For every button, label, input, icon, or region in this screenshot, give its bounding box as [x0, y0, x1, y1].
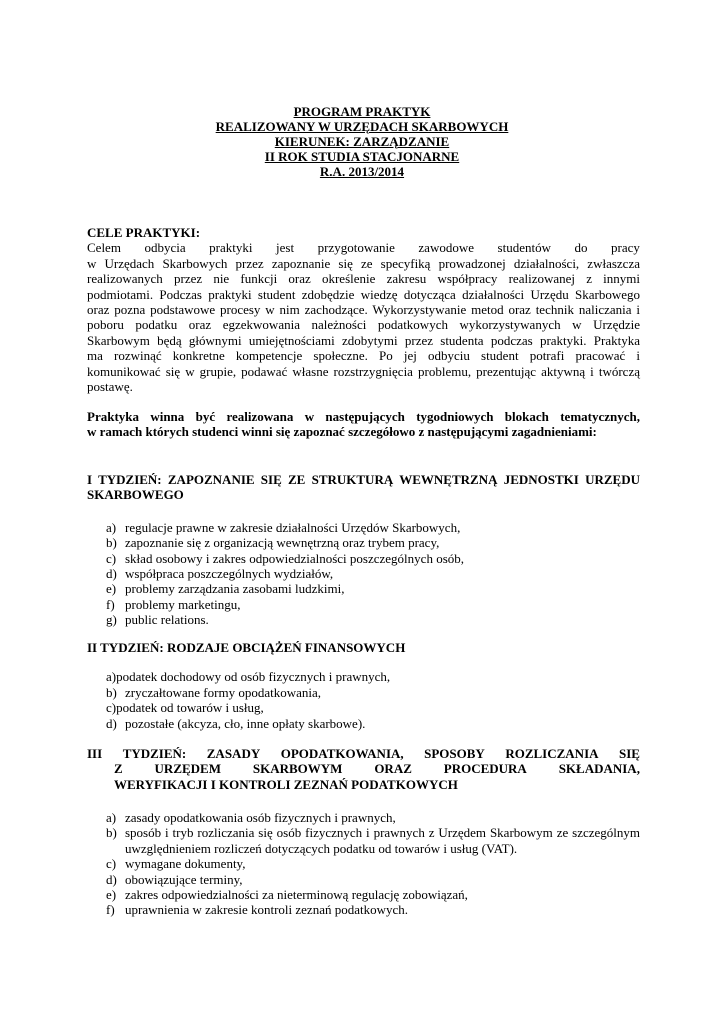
- list-label: e): [106, 581, 117, 597]
- list-label: d): [106, 715, 117, 731]
- list-text: podatek od towarów i usług,: [116, 700, 264, 716]
- list-item: [87, 566, 640, 581]
- week3-title: [87, 746, 640, 792]
- intro-line-2: w ramach których studenci winni się zapoznać szczegółowo z następującymi zagadnieniami:: [87, 424, 597, 440]
- list-text: zapoznanie się z organizacją wewnętrzną oraz trybem pracy,: [125, 535, 440, 551]
- list-text: sposób i tryb rozliczania się osób fizycznych i prawnych z Urzędem Skarbowym ze szczególnym uwzględnieniem rozliczeń dotyczących podatku od towarów i usług (VAT).: [125, 825, 640, 856]
- list-label: g): [106, 612, 117, 628]
- cele-line-1: [87, 240, 640, 255]
- title-word: OPODATKOWANIA,: [280, 746, 404, 761]
- list-label: c): [106, 550, 117, 566]
- cele-line-4: podmiotami. Podczas praktyki student zdobędzie wiedzę dotycząca działalności Urzędu Skarbowego: [87, 286, 640, 302]
- cele-word: pracy: [611, 240, 640, 256]
- list-label: e): [106, 887, 117, 903]
- intro-line-1: Praktyka winna być realizowana w następujących tygodniowych blokach tematycznych,: [87, 409, 640, 424]
- week3-title-row-2: [87, 761, 640, 776]
- title-word: SIĘ: [619, 746, 640, 761]
- list-item: [87, 716, 640, 731]
- title-word: Z: [114, 761, 123, 777]
- list-item: [87, 581, 640, 596]
- week3-section: [87, 810, 640, 918]
- cele-line-7: Skarbowym będą głównymi umiejętnościami zdobytymi przez studenta podczas praktyki. Praktyka: [87, 332, 640, 348]
- list-item: [87, 902, 640, 917]
- list-label: b): [106, 535, 117, 551]
- list-item: [87, 700, 640, 715]
- cele-line-6: poboru podatku oraz egzekwowania należności podatkowych wykorzystywanych w Urzędzie: [87, 317, 640, 333]
- list-item: [87, 856, 640, 871]
- title-word: III: [87, 746, 103, 761]
- week1-title-line-1: I TYDZIEŃ: ZAPOZNANIE SIĘ ZE STRUKTURĄ WEWNĘTRZNĄ JEDNOSTKI URZĘDU: [87, 472, 640, 487]
- cele-line-2: w Urzędach Skarbowych przez zapoznanie się ze specyfiką prowadzonej działalności, zwłaszcza: [87, 255, 640, 271]
- list-item: [87, 825, 640, 856]
- list-text: pozostałe (akcyza, cło, inne opłaty skarbowe).: [125, 715, 366, 731]
- list-text: skład osobowy i zakres odpowiedzialności poszczególnych osób,: [125, 550, 465, 566]
- list-label: f): [106, 902, 115, 918]
- header-line-2: REALIZOWANY W URZĘDACH SKARBOWYCH: [215, 119, 509, 134]
- cele-word: praktyki: [209, 240, 253, 256]
- list-label: c): [106, 700, 117, 716]
- list-item: [87, 810, 640, 825]
- cele-line-9: komunikować się w grupie, podawać własne rozstrzygnięcia problemu, prezentując aktywną i twórczą: [87, 363, 640, 379]
- list-label: d): [106, 871, 117, 887]
- cele-line-3: realizowanych przez nie funkcji oraz określenie zakresu współpracy realizowanej z innymi: [87, 271, 640, 287]
- cele-word: odbycia: [144, 240, 186, 256]
- list-label: a): [106, 669, 117, 685]
- list-item: [87, 535, 640, 550]
- week2-section: [87, 640, 640, 731]
- list-text: współpraca poszczególnych wydziałów,: [125, 566, 334, 582]
- list-text: podatek dochodowy od osób fizycznych i prawnych,: [116, 669, 391, 685]
- list-item: [87, 669, 640, 684]
- list-text: regulacje prawne w zakresie działalności Urzędów Skarbowych,: [125, 519, 461, 535]
- cele-word: do: [574, 240, 588, 256]
- list-item: [87, 520, 640, 535]
- week3-list: [87, 810, 640, 918]
- list-label: b): [106, 825, 117, 841]
- intro-paragraph: [87, 409, 640, 440]
- cele-line-8: ma rozwinąć konkretne kompetencje społeczne. Po jej odbyciu student potrafi pracować i: [87, 348, 640, 364]
- title-word: SKŁADANIA,: [558, 761, 640, 777]
- list-item: [87, 887, 640, 902]
- week2-title: II TYDZIEŃ: RODZAJE OBCIĄŻEŃ FINANSOWYCH: [87, 640, 406, 655]
- list-label: f): [106, 596, 115, 612]
- list-text: public relations.: [125, 612, 209, 628]
- week1-section: [87, 472, 640, 628]
- list-label: a): [106, 519, 117, 535]
- week2-list: [87, 669, 640, 731]
- cele-section: [87, 225, 640, 394]
- cele-word: zawodowe: [418, 240, 474, 256]
- cele-line-10: postawę.: [87, 379, 133, 395]
- cele-word: studentów: [497, 240, 551, 256]
- title-word: PROCEDURA: [443, 761, 527, 777]
- list-item: [87, 685, 640, 700]
- list-label: b): [106, 684, 117, 700]
- title-word: ZASADY: [206, 746, 261, 761]
- header-line-1: PROGRAM PRAKTYK: [293, 104, 431, 119]
- title-word: ROZLICZANIA: [505, 746, 599, 761]
- title-word: TYDZIEŃ:: [122, 746, 187, 761]
- header-line-4: II ROK STUDIA STACJONARNE: [264, 149, 460, 164]
- week1-title-line-2: SKARBOWEGO: [87, 487, 184, 503]
- header-line-3: KIERUNEK: ZARZĄDZANIE: [274, 134, 450, 149]
- title-word: SPOSOBY: [424, 746, 485, 761]
- list-text: wymagane dokumenty,: [125, 856, 246, 872]
- list-label: c): [106, 856, 117, 872]
- list-text: obowiązujące terminy,: [125, 871, 243, 887]
- cele-title: CELE PRAKTYKI:: [87, 225, 201, 240]
- header-line-5: R.A. 2013/2014: [319, 164, 405, 179]
- list-label: a): [106, 810, 117, 825]
- cele-word: przygotowanie: [317, 240, 395, 256]
- list-text: zakres odpowiedzialności za nieterminową regulację zobowiązań,: [125, 887, 468, 903]
- title-word: SKARBOWYM: [252, 761, 343, 777]
- cele-word: Celem: [87, 240, 121, 256]
- list-item: [87, 551, 640, 566]
- week1-list: [87, 520, 640, 628]
- list-text: uprawnienia w zakresie kontroli zeznań podatkowych.: [125, 902, 409, 918]
- list-item: [87, 872, 640, 887]
- title-word: ORAZ: [374, 761, 412, 777]
- cele-line-5: oraz pozna podstawowe procesy w nim zachodzące. Wykorzystywanie metod oraz technik naliczania i: [87, 302, 640, 318]
- list-label: d): [106, 566, 117, 582]
- document-header: [0, 104, 724, 179]
- title-word: URZĘDEM: [154, 761, 221, 777]
- cele-word: jest: [276, 240, 295, 256]
- list-item: [87, 597, 640, 612]
- list-text: problemy zarządzania zasobami ludzkimi,: [125, 581, 345, 597]
- list-item: [87, 612, 640, 627]
- week3-title-row-1: [87, 746, 640, 761]
- list-text: problemy marketingu,: [125, 596, 241, 612]
- list-text: zryczałtowane formy opodatkowania,: [125, 684, 322, 700]
- list-text: zasady opodatkowania osób fizycznych i prawnych,: [125, 810, 396, 825]
- week3-title-row-3: WERYFIKACJI I KONTROLI ZEZNAŃ PODATKOWYCH: [114, 776, 458, 792]
